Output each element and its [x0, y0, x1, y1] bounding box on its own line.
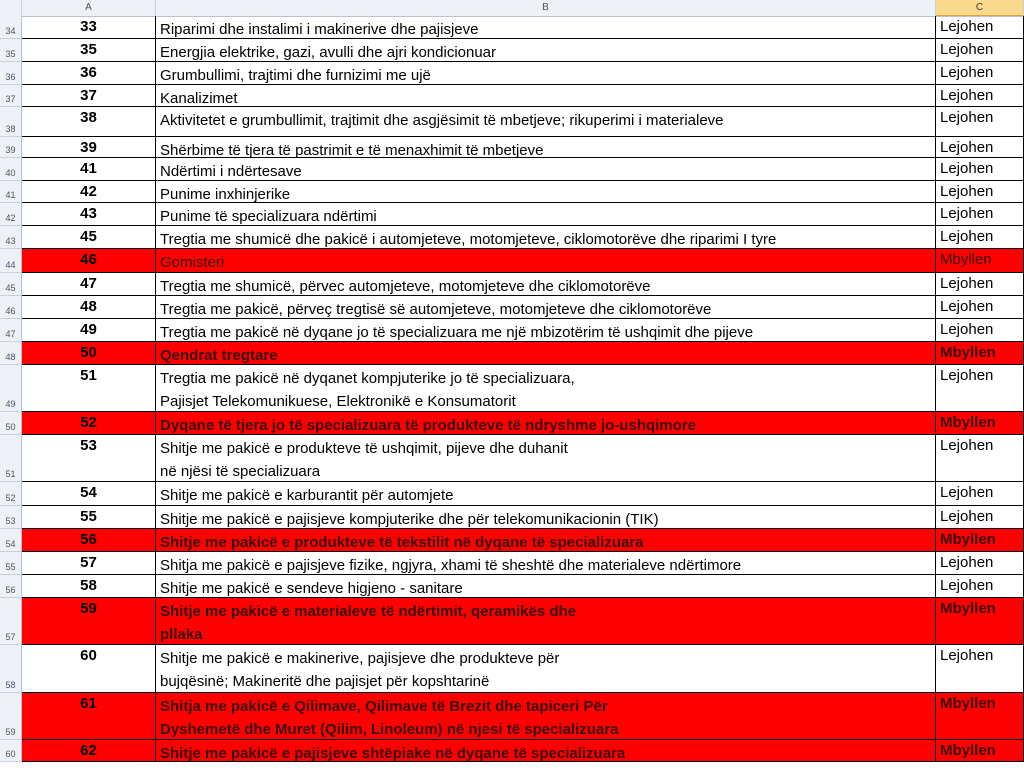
cell-code[interactable]: 43 — [22, 203, 156, 226]
table-row — [22, 365, 1024, 412]
cell-description[interactable]: Qendrat tregtare — [156, 342, 936, 365]
cell-code[interactable]: 33 — [22, 16, 156, 39]
cell-status[interactable]: Mbyllen — [936, 412, 1024, 435]
row-number[interactable]: 53 — [0, 506, 22, 529]
table-row — [22, 39, 1024, 62]
column-header-c[interactable]: C — [936, 0, 1024, 16]
table-row — [22, 342, 1024, 365]
table-row — [22, 575, 1024, 598]
cell-status[interactable]: Mbyllen — [936, 740, 1024, 762]
table-row — [22, 181, 1024, 203]
cell-status[interactable]: Lejohen — [936, 435, 1024, 482]
cell-code[interactable]: 53 — [22, 435, 156, 482]
cell-code[interactable]: 60 — [22, 645, 156, 693]
row-number[interactable]: 35 — [0, 39, 22, 62]
cell-status[interactable]: Mbyllen — [936, 693, 1024, 740]
cell-code[interactable]: 48 — [22, 296, 156, 319]
cell-description[interactable]: Tregtia me pakicë në dyqanet kompjuterike jo të specializuara, Pajisjet Telekomunikuese, Elektronikë e Konsumatorit — [156, 365, 936, 412]
column-header-b[interactable]: B — [156, 0, 936, 16]
row-number[interactable]: 34 — [0, 16, 22, 39]
table-row — [22, 645, 1024, 693]
cell-code[interactable]: 37 — [22, 85, 156, 107]
row-number[interactable]: 36 — [0, 62, 22, 85]
cell-description[interactable]: Shitje me pakicë e produkteve të tekstilit në dyqane të specializuara — [156, 529, 936, 552]
cell-code[interactable]: 42 — [22, 181, 156, 203]
row-number[interactable]: 45 — [0, 273, 22, 296]
table-row — [22, 158, 1024, 181]
row-number[interactable]: 58 — [0, 645, 22, 693]
row-number[interactable]: 39 — [0, 137, 22, 158]
cell-status[interactable]: Lejohen — [936, 506, 1024, 529]
row-number[interactable]: 47 — [0, 319, 22, 342]
row-number[interactable]: 41 — [0, 181, 22, 203]
cell-description[interactable]: Shitja me pakicë e Qilimave, Qilimave të Brezit dhe tapiceri Për Dyshemetë dhe Muret (Qilim, Linoleum) në njesi të specializuara — [156, 693, 936, 740]
cell-status[interactable]: Lejohen — [936, 296, 1024, 319]
table-row — [22, 226, 1024, 249]
row-number[interactable]: 37 — [0, 85, 22, 107]
table-row — [22, 693, 1024, 740]
cell-status[interactable]: Lejohen — [936, 273, 1024, 296]
row-number[interactable]: 42 — [0, 203, 22, 226]
table-row — [22, 85, 1024, 107]
cell-code[interactable]: 35 — [22, 39, 156, 62]
cell-description[interactable]: Shitje me pakicë e materialeve të ndërtimit, qeramikës dhe pllaka — [156, 598, 936, 645]
column-header-a[interactable]: A — [22, 0, 156, 16]
table-row — [22, 412, 1024, 435]
cell-status[interactable]: Lejohen — [936, 365, 1024, 412]
cell-code[interactable]: 49 — [22, 319, 156, 342]
cell-code[interactable]: 39 — [22, 137, 156, 158]
cell-description[interactable]: Punime inxhinjerike — [156, 181, 936, 203]
cell-status[interactable]: Lejohen — [936, 107, 1024, 137]
cell-code[interactable]: 47 — [22, 273, 156, 296]
cell-description[interactable]: Tregtia me shumicë, përvec automjeteve, motomjeteve dhe ciklomotorëve — [156, 273, 936, 296]
cell-description[interactable]: Tregtia me pakicë, përveç tregtisë së automjeteve, motomjeteve dhe ciklomotorëve — [156, 296, 936, 319]
cell-code[interactable]: 59 — [22, 598, 156, 645]
cell-status[interactable]: Lejohen — [936, 181, 1024, 203]
row-number[interactable]: 59 — [0, 693, 22, 740]
cell-status[interactable]: Mbyllen — [936, 342, 1024, 365]
row-number[interactable]: 38 — [0, 107, 22, 137]
row-number[interactable]: 54 — [0, 529, 22, 552]
cell-code[interactable]: 45 — [22, 226, 156, 249]
table-row — [22, 319, 1024, 342]
table-row — [22, 296, 1024, 319]
cell-code[interactable]: 46 — [22, 249, 156, 273]
table-row — [22, 598, 1024, 645]
select-all-corner[interactable] — [0, 0, 22, 16]
cell-status[interactable]: Lejohen — [936, 85, 1024, 107]
cell-description[interactable]: Shitje me pakicë e karburantit për automjete — [156, 482, 936, 506]
cell-status[interactable]: Mbyllen — [936, 598, 1024, 645]
cell-status[interactable]: Lejohen — [936, 137, 1024, 158]
cell-status[interactable]: Lejohen — [936, 39, 1024, 62]
row-number[interactable]: 46 — [0, 296, 22, 319]
table-row — [22, 552, 1024, 575]
cell-description[interactable]: Shitje me pakicë e produkteve të ushqimit, pijeve dhe duhanit në njësi të specializuara — [156, 435, 936, 482]
cell-code[interactable]: 58 — [22, 575, 156, 598]
cell-description[interactable]: Grumbullimi, trajtimi dhe furnizimi me ujë — [156, 62, 936, 85]
row-number[interactable]: 49 — [0, 365, 22, 412]
cell-description[interactable]: Energjia elektrike, gazi, avulli dhe ajri kondicionuar — [156, 39, 936, 62]
cell-status[interactable]: Mbyllen — [936, 249, 1024, 273]
cell-description[interactable]: Shitje me pakicë e sendeve higjeno - sanitare — [156, 575, 936, 598]
table-row — [22, 62, 1024, 85]
cell-code[interactable]: 41 — [22, 158, 156, 181]
row-number[interactable]: 43 — [0, 226, 22, 249]
cell-description[interactable]: Ndërtimi i ndërtesave — [156, 158, 936, 181]
cell-description[interactable]: Gomisteri — [156, 249, 936, 273]
cell-description[interactable]: Shitje me pakicë e pajisjeve kompjuterike dhe për telekomunikacionin (TIK) — [156, 506, 936, 529]
row-number[interactable]: 40 — [0, 158, 22, 181]
cell-code[interactable]: 38 — [22, 107, 156, 137]
row-number[interactable]: 44 — [0, 249, 22, 273]
row-number[interactable]: 51 — [0, 435, 22, 482]
cell-code[interactable]: 57 — [22, 552, 156, 575]
cell-status[interactable]: Lejohen — [936, 203, 1024, 226]
cell-description[interactable]: Aktivitetet e grumbullimit, trajtimit dhe asgjësimit të mbetjeve; rikuperimi i materialeve — [156, 107, 936, 137]
cell-code[interactable]: 61 — [22, 693, 156, 740]
table-row — [22, 203, 1024, 226]
cell-description[interactable]: Shitje me pakicë e makinerive, pajisjeve dhe produkteve për bujqësinë; Makineritë dhe pajisjet për kopshtarinë — [156, 645, 936, 693]
cell-status[interactable]: Mbyllen — [936, 529, 1024, 552]
row-number[interactable]: 50 — [0, 412, 22, 435]
cell-status[interactable]: Lejohen — [936, 226, 1024, 249]
column-header-bar — [0, 0, 1024, 17]
row-number[interactable]: 52 — [0, 482, 22, 506]
table-row — [22, 435, 1024, 482]
cell-status[interactable]: Lejohen — [936, 552, 1024, 575]
cell-description[interactable]: Tregtia me shumicë dhe pakicë i automjeteve, motomjeteve, ciklomotorëve dhe riparimi I tyre — [156, 226, 936, 249]
table-row — [22, 137, 1024, 158]
table-row — [22, 107, 1024, 137]
cell-description[interactable]: Shitje me pakicë e pajisjeve shtëpiake në dyqane të specializuara — [156, 740, 936, 762]
cell-status[interactable]: Lejohen — [936, 645, 1024, 693]
cell-status[interactable]: Lejohen — [936, 16, 1024, 39]
table-row — [22, 16, 1024, 39]
table-row — [22, 273, 1024, 296]
cell-code[interactable]: 55 — [22, 506, 156, 529]
cell-code[interactable]: 62 — [22, 740, 156, 762]
cell-code[interactable]: 52 — [22, 412, 156, 435]
cell-status[interactable]: Lejohen — [936, 575, 1024, 598]
row-number[interactable]: 48 — [0, 342, 22, 365]
cell-description[interactable]: Kanalizimet — [156, 85, 936, 107]
cell-code[interactable]: 50 — [22, 342, 156, 365]
cell-description[interactable]: Punime të specializuara ndërtimi — [156, 203, 936, 226]
cell-code[interactable]: 54 — [22, 482, 156, 506]
cell-status[interactable]: Lejohen — [936, 482, 1024, 506]
row-number[interactable]: 55 — [0, 552, 22, 575]
cell-description[interactable]: Riparimi dhe instalimi i makinerive dhe pajisjeve — [156, 16, 936, 39]
table-row — [22, 529, 1024, 552]
cell-description[interactable]: Shitja me pakicë e pajisjeve fizike, ngjyra, xhami të sheshtë dhe materialeve ndërtimore — [156, 552, 936, 575]
cell-status[interactable]: Lejohen — [936, 62, 1024, 85]
table-row — [22, 740, 1024, 762]
table-row — [22, 249, 1024, 273]
row-number[interactable]: 60 — [0, 740, 22, 762]
table-row — [22, 506, 1024, 529]
cell-status[interactable]: Lejohen — [936, 158, 1024, 181]
row-number[interactable]: 56 — [0, 575, 22, 598]
cell-description[interactable]: Tregtia me pakicë në dyqane jo të specializuara me një mbizotërim të ushqimit dhe pijeve — [156, 319, 936, 342]
cell-description[interactable]: Dyqane të tjera jo të specializuara të produkteve të ndryshme jo-ushqimore — [156, 412, 936, 435]
cell-code[interactable]: 56 — [22, 529, 156, 552]
row-number[interactable]: 57 — [0, 598, 22, 645]
cell-status[interactable]: Lejohen — [936, 319, 1024, 342]
cell-description[interactable]: Shërbime të tjera të pastrimit e të menaxhimit të mbetjeve — [156, 137, 936, 158]
cell-code[interactable]: 51 — [22, 365, 156, 412]
table-row — [22, 482, 1024, 506]
cell-code[interactable]: 36 — [22, 62, 156, 85]
